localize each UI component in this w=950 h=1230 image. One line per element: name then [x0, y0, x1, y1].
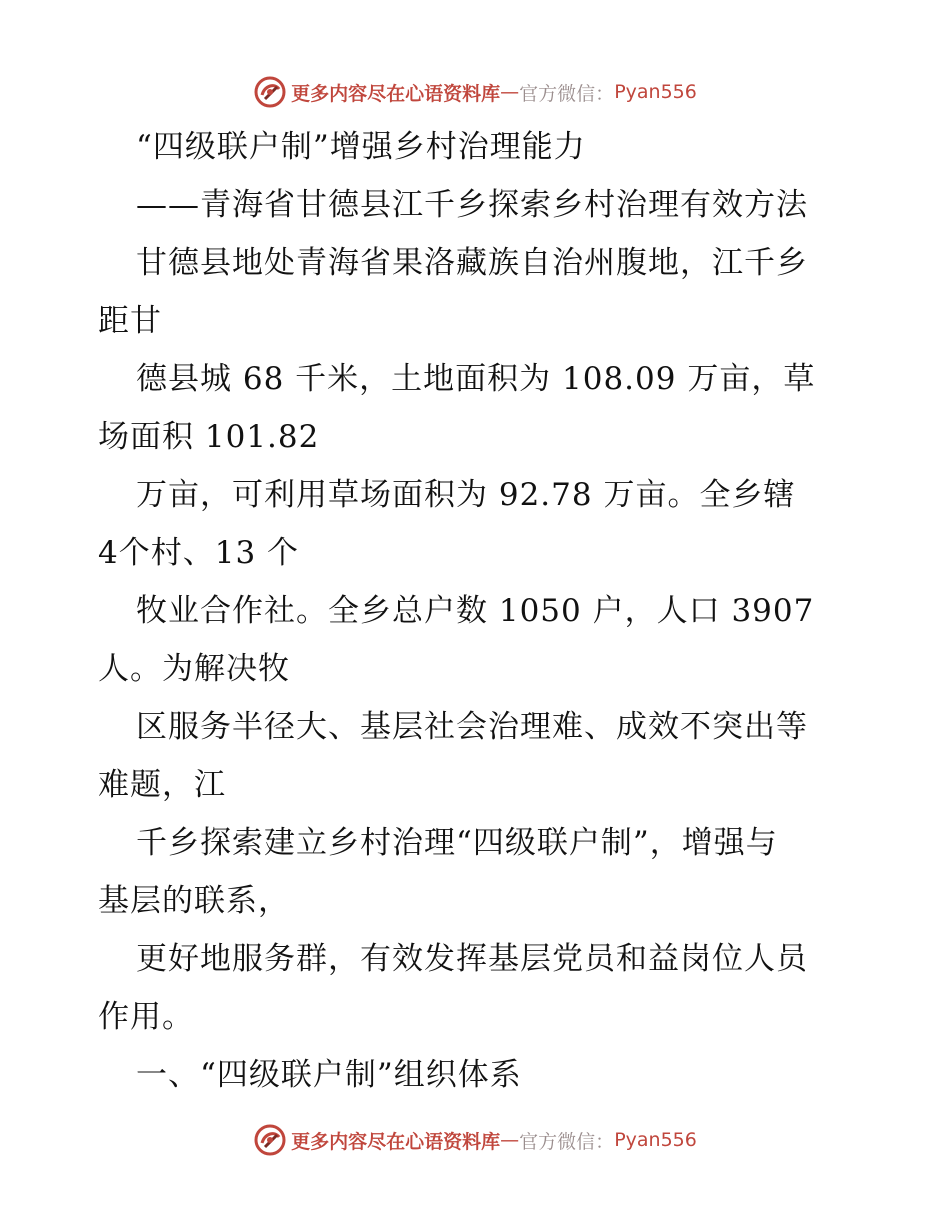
paragraph-line: 甘德县地处青海省果洛藏族自治州腹地，江千乡: [136, 245, 808, 281]
paragraph-line: 人。为解决牧: [98, 651, 290, 687]
red-swirl-logo-icon: [253, 1123, 287, 1157]
paragraph-line: 作用。: [98, 999, 194, 1035]
paragraph-line: 4个村、13 个: [98, 535, 300, 571]
watermark-wechat-id: Pyan556: [614, 1129, 697, 1151]
paragraph-line: 难题，江: [98, 767, 226, 803]
section-heading: 一、“四级联户制”组织体系: [136, 1057, 522, 1093]
watermark-main-text: 更多内容尽在心语资料库: [291, 1130, 501, 1153]
document-title: “四级联户制”增强乡村治理能力: [136, 129, 586, 165]
paragraph-line: 牧业合作社。全乡总户数 1050 户，人口 3907: [136, 593, 815, 629]
footer-watermark: [0, 1120, 950, 1160]
watermark-wechat-id: Pyan556: [614, 81, 697, 103]
red-swirl-logo-icon: [253, 75, 287, 109]
paragraph-line: 区服务半径大、基层社会治理难、成效不突出等: [136, 709, 808, 745]
document-body: [98, 118, 858, 1104]
watermark-dash: —: [500, 1129, 520, 1151]
document-subtitle: ——青海省甘德县江千乡探索乡村治理有效方法: [136, 187, 808, 223]
watermark-sub-text: 官方微信：: [519, 82, 615, 105]
watermark-main-text: 更多内容尽在心语资料库: [291, 82, 501, 105]
watermark-sub-text: 官方微信：: [519, 1130, 615, 1153]
paragraph-line: 距甘: [98, 303, 162, 339]
paragraph-line: 千乡探索建立乡村治理“四级联户制”，增强与: [136, 825, 778, 861]
paragraph-line: 万亩，可利用草场面积为 92.78 万亩。全乡辖: [136, 477, 796, 513]
watermark-dash: —: [500, 81, 520, 103]
paragraph-line: 场面积 101.82: [98, 419, 320, 455]
paragraph-line: 基层的联系，: [98, 883, 290, 919]
paragraph-line: 德县城 68 千米，土地面积为 108.09 万亩，草: [136, 361, 816, 397]
paragraph-line: 更好地服务群，有效发挥基层党员和益岗位人员: [136, 941, 808, 977]
header-watermark: [0, 72, 950, 112]
